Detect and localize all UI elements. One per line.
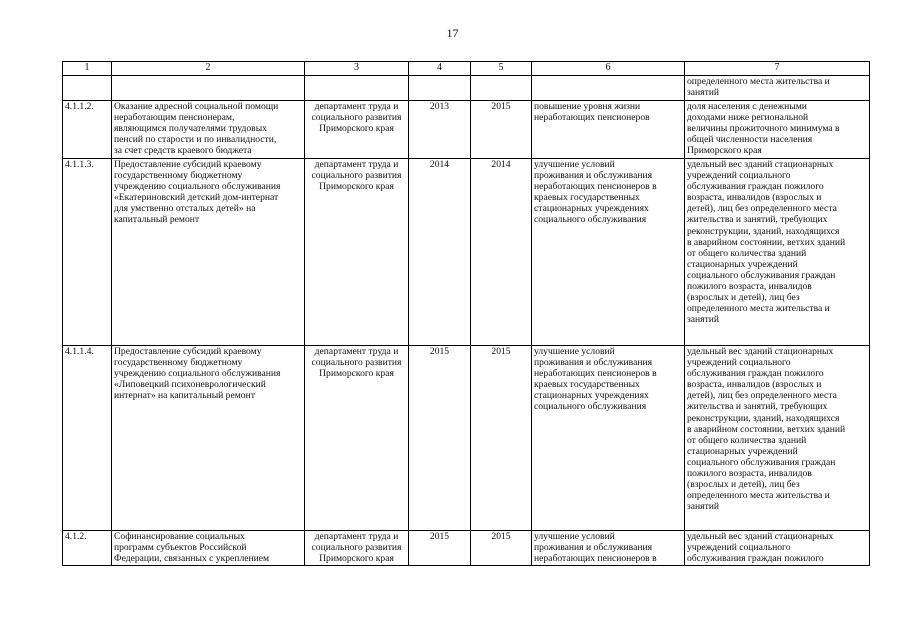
indicator-cell: удельный вес зданий стационарных учреждений социального обслуживания граждан пожилого — [685, 531, 870, 566]
executor-cell: департамент труда и социального развития Приморского края — [305, 346, 409, 531]
column-header: 6 — [532, 62, 685, 76]
indicator-cell: доля населения с денежными доходами ниже региональной величины прожиточного минимума в общей численности населения Приморского края — [685, 101, 870, 159]
executor-cell: департамент труда и социального развития Приморского края — [305, 101, 409, 159]
indicator-cell: определенного места жительства и занятий — [685, 76, 870, 101]
column-header: 1 — [63, 62, 112, 76]
result-cell: улучшение условий проживания и обслуживания неработающих пенсионеров в — [532, 531, 685, 566]
column-header: 7 — [685, 62, 870, 76]
end-year-cell — [471, 76, 532, 101]
indicator-cell: удельный вес зданий стационарных учреждений социального обслуживания граждан пожилого возраста, инвалидов (взрослых и детей), лиц без определенного места жительства и занятий, требующих реконструкции, зданий, находящихся в аварийном состоянии, ветхих зданий от общего количества зданий стационарных учреждений социального обслуживания граждан пожилого возраста, инвалидов (взрослых и детей), лиц без определенного места жительства и занятий — [685, 159, 870, 346]
program-measures-table — [62, 61, 870, 566]
start-year-cell: 2013 — [409, 101, 471, 159]
table-row — [63, 101, 870, 159]
result-cell — [532, 76, 685, 101]
column-header: 4 — [409, 62, 471, 76]
table-row — [63, 76, 870, 101]
table-row — [63, 346, 870, 531]
item-name-cell: Предоставление субсидий краевому государственному бюджетному учреждению социального обслуживания «Екатериновский детский дом-интернат для умственно отсталых детей» на капитальный ремонт — [112, 159, 305, 346]
page-number: 17 — [446, 26, 459, 40]
executor-cell: департамент труда и социального развития Приморского края — [305, 531, 409, 566]
item-code-cell: 4.1.1.4. — [63, 346, 112, 531]
column-header: 3 — [305, 62, 409, 76]
end-year-cell: 2015 — [471, 101, 532, 159]
item-code-cell: 4.1.1.3. — [63, 159, 112, 346]
table-row — [63, 159, 870, 346]
result-cell: улучшение условий проживания и обслуживания неработающих пенсионеров в краевых государственных стационарных учреждениях социального обслуживания — [532, 159, 685, 346]
result-cell: повышение уровня жизни неработающих пенсионеров — [532, 101, 685, 159]
header-row — [63, 62, 870, 76]
end-year-cell: 2015 — [471, 531, 532, 566]
item-code-cell — [63, 76, 112, 101]
column-header: 2 — [112, 62, 305, 76]
indicator-cell: удельный вес зданий стационарных учреждений социального обслуживания граждан пожилого возраста, инвалидов (взрослых и детей), лиц без определенного места жительства и занятий, требующих реконструкции, зданий, находящихся в аварийном состоянии, ветхих зданий от общего количества зданий стационарных учреждений социального обслуживания граждан пожилого возраста, инвалидов (взрослых и детей), лиц без определенного места жительства и занятий — [685, 346, 870, 531]
start-year-cell — [409, 76, 471, 101]
end-year-cell: 2014 — [471, 159, 532, 346]
item-name-cell: Оказание адресной социальной помощи неработающим пенсионерам, являющимся получателями трудовых пенсий по старости и по инвалидности, за счет средств краевого бюджета — [112, 101, 305, 159]
item-name-cell — [112, 76, 305, 101]
executor-cell — [305, 76, 409, 101]
end-year-cell: 2015 — [471, 346, 532, 531]
table-row — [63, 531, 870, 566]
start-year-cell: 2015 — [409, 346, 471, 531]
item-code-cell: 4.1.1.2. — [63, 101, 112, 159]
result-cell: улучшение условий проживания и обслуживания неработающих пенсионеров в краевых государственных стационарных учреждениях социального обслуживания — [532, 346, 685, 531]
start-year-cell: 2014 — [409, 159, 471, 346]
start-year-cell: 2015 — [409, 531, 471, 566]
item-name-cell: Софинансирование социальных программ субъектов Российской Федерации, связанных с укреплением — [112, 531, 305, 566]
column-header: 5 — [471, 62, 532, 76]
executor-cell: департамент труда и социального развития Приморского края — [305, 159, 409, 346]
item-code-cell: 4.1.2. — [63, 531, 112, 566]
item-name-cell: Предоставление субсидий краевому государственному бюджетному учреждению социального обслуживания «Липовецкий психоневрологический интернат» на капитальный ремонт — [112, 346, 305, 531]
